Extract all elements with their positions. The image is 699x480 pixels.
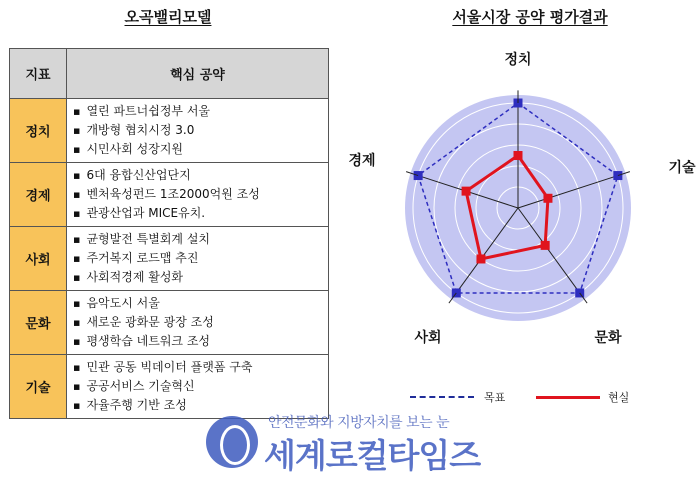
chart-legend: [400, 388, 660, 408]
row-items: [67, 291, 329, 355]
pledge-table: [9, 48, 329, 419]
table-row: [10, 163, 329, 227]
pledge-item: ▪ 관광산업과 MICE유치.: [73, 204, 324, 223]
watermark: [206, 410, 506, 480]
axis-label: 문화: [594, 330, 622, 346]
series-point: [462, 187, 471, 196]
axis-label: 사회: [414, 330, 442, 346]
pledge-item: ▪ 평생학습 네트워크 조성: [73, 332, 324, 351]
row-key: 기술: [10, 355, 67, 419]
pledge-item: ▪ 공공서비스 기술혁신: [73, 377, 324, 396]
row-key: 정치: [10, 99, 67, 163]
header-key: 지표: [10, 49, 67, 99]
axis-label: 경제: [348, 153, 376, 169]
radar-chart: [340, 40, 699, 385]
chart-title: 서울시장 공약 평가결과: [452, 8, 608, 26]
pledge-item: ▪ 주거복지 로드맵 추진: [73, 249, 324, 268]
pledge-item: ▪ 열린 파트너쉽정부 서울: [73, 102, 324, 121]
watermark-logo-icon: [206, 416, 258, 468]
row-items: [67, 163, 329, 227]
pledge-item: ▪ 자율주행 기반 조성: [73, 396, 324, 415]
pledge-item: ▪ 음악도시 서울: [73, 294, 324, 313]
series-point: [541, 241, 550, 250]
table-row: [10, 355, 329, 419]
pledge-item: ▪ 개방형 협치시정 3.0: [73, 121, 324, 140]
pledge-item: ▪ 민관 공동 빅데이터 플랫폼 구축: [73, 358, 324, 377]
series-point: [514, 151, 523, 160]
table-title: 오곡밸리모델: [124, 8, 212, 26]
header-content: 핵심 공약: [67, 49, 329, 99]
row-items: [67, 227, 329, 291]
pledge-item: ▪ 시민사회 성장지원: [73, 140, 324, 159]
pledge-item: ▪ 벤처육성펀드 1조2000억원 조성: [73, 185, 324, 204]
legend-goal-label: 목표: [484, 391, 506, 404]
pledge-item: ▪ 사회적경제 활성화: [73, 268, 324, 287]
table-row: [10, 99, 329, 163]
row-items: [67, 99, 329, 163]
watermark-name: 세계로컬타임즈: [264, 436, 481, 475]
row-key: 경제: [10, 163, 67, 227]
row-key: 문화: [10, 291, 67, 355]
legend-real-line: [536, 396, 600, 399]
table-row: [10, 291, 329, 355]
table-row: [10, 227, 329, 291]
series-point: [543, 194, 552, 203]
pledge-item: ▪ 6대 융합신산업단지: [73, 166, 324, 185]
row-items: [67, 355, 329, 419]
pledge-item: ▪ 새로운 광화문 광장 조성: [73, 313, 324, 332]
axis-label: 기술: [668, 160, 696, 176]
pledge-item: ▪ 균형발전 특별회계 설치: [73, 230, 324, 249]
axis-label: 정치: [504, 52, 532, 68]
legend-real-label: 현실: [608, 391, 630, 404]
row-key: 사회: [10, 227, 67, 291]
series-point: [476, 254, 485, 263]
legend-goal-line: [410, 396, 474, 398]
watermark-tagline: 안전문화와 지방자치를 보는 눈: [268, 415, 450, 431]
